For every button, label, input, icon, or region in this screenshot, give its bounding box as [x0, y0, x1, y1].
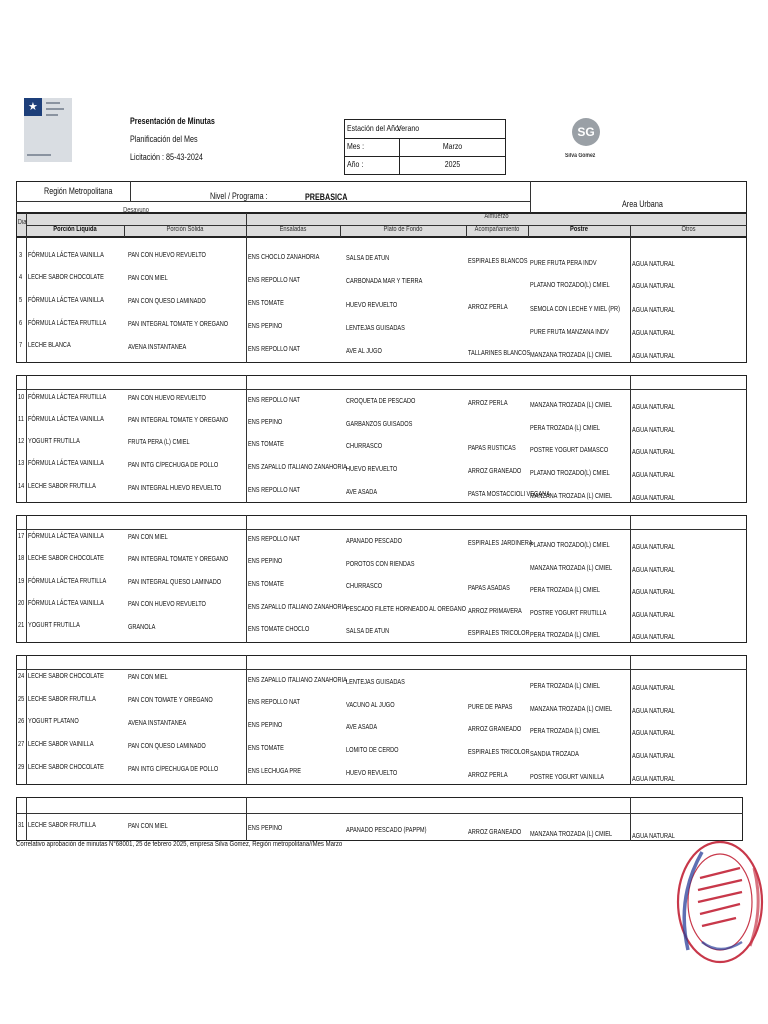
cell-solida: AVENA INSTANTANEA	[128, 342, 187, 351]
year-label: Año :	[347, 159, 364, 169]
cell-ensalada: ENS ZAPALLO ITALIANO ZANAHORIA	[248, 462, 347, 471]
cell-ensalada: ENS TOMATE	[248, 298, 284, 307]
cell-ensalada: ENS TOMATE	[248, 579, 284, 588]
cell-liquida: YOGURT FRUTILLA	[28, 620, 80, 629]
cell-postre: MANZANA TROZADA (L) CMIEL	[530, 563, 613, 572]
cell-ensalada: ENS PEPINO	[248, 417, 283, 426]
cell-postre: PLATANO TROZADO(L) CMIEL	[530, 540, 610, 549]
cell-dia: 3	[19, 250, 23, 259]
cell-ensalada: ENS TOMATE	[248, 439, 284, 448]
cell-postre: PURE FRUTA MANZANA INDV	[530, 327, 609, 336]
cell-fondo: CROQUETA DE PESCADO	[346, 396, 416, 405]
cell-solida: PAN INTEGRAL TOMATE Y OREGANO	[128, 554, 229, 563]
cell-fondo: CARBONADA MAR Y TIERRA	[346, 276, 423, 285]
cell-solida: PAN CON TOMATE Y OREGANO	[128, 695, 213, 704]
licitacion-label: Licitación :	[130, 152, 165, 162]
cell-liquida: LECHE SABOR FRUTILLA	[28, 820, 96, 829]
cell-solida: PAN CON MIEL	[128, 532, 168, 541]
cell-solida: PAN INTG C/PECHUGA DE POLLO	[128, 460, 219, 469]
cell-postre: PERA TROZADA (L) CMIEL	[530, 423, 600, 432]
cell-fondo: APANADO PESCADO	[346, 536, 402, 545]
col-acompanamiento: Acompañamiento	[474, 226, 520, 233]
cell-liquida: YOGURT FRUTILLA	[28, 436, 80, 445]
cell-liquida: LECHE SABOR FRUTILLA	[28, 694, 96, 703]
cell-otros: AGUA NATURAL	[632, 751, 675, 760]
cell-liquida: LECHE SABOR CHOCOLATE	[28, 762, 104, 771]
cell-liquida: LECHE SABOR VAINILLA	[28, 739, 94, 748]
cell-otros: AGUA NATURAL	[632, 565, 675, 574]
cell-dia: 11	[18, 414, 24, 423]
cell-solida: PAN INTG C/PECHUGA DE POLLO	[128, 764, 219, 773]
col-dia: Dia	[17, 219, 27, 226]
cell-ensalada: ENS TOMATE	[248, 743, 284, 752]
cell-postre: MANZANA TROZADA (L) CMIEL	[530, 400, 613, 409]
cell-acomp: ESPIRALES JARDINERA	[468, 538, 533, 547]
company-name: Silva Gomez	[565, 153, 596, 159]
cell-postre: SANDIA TROZADA	[530, 749, 579, 758]
cell-fondo: SALSA DE ATUN	[346, 626, 390, 635]
government-logo: ★	[24, 98, 72, 162]
cell-fondo: AVE ASADA	[346, 487, 378, 496]
cell-acomp: ESPIRALES BLANCOS	[468, 256, 528, 265]
season-label: Estación del Año:	[347, 123, 401, 133]
cell-liquida: FÓRMULA LÁCTEA FRUTILLA	[28, 392, 107, 401]
year-value: 2025	[444, 159, 461, 169]
cell-solida: PAN CON QUESO LAMINADO	[128, 741, 206, 750]
cell-solida: PAN CON MIEL	[128, 821, 168, 830]
cell-fondo: HUEVO REVUELTO	[346, 464, 398, 473]
cell-solida: FRUTA PERA (L) CMIEL	[128, 437, 190, 446]
cell-solida: PAN INTEGRAL TOMATE Y OREGANO	[128, 415, 229, 424]
cell-liquida: LECHE SABOR CHOCOLATE	[28, 553, 104, 562]
col-porcion-liquida: Porción Liquida	[53, 226, 97, 233]
cell-fondo: POROTOS CON RIENDAS	[346, 559, 415, 568]
cell-acomp: ESPIRALES TRICOLOR	[468, 747, 530, 756]
cell-postre: MANZANA TROZADA (L) CMIEL	[530, 491, 613, 500]
cell-otros: AGUA NATURAL	[632, 774, 675, 783]
cell-acomp: ARROZ PERLA	[468, 302, 508, 311]
cell-fondo: VACUNO AL JUGO	[346, 700, 395, 709]
doc-title: Presentación de Minutas	[130, 116, 215, 126]
cell-solida: PAN CON QUESO LAMINADO	[128, 296, 206, 305]
cell-fondo: APANADO PESCADO (PAPPM)	[346, 825, 427, 834]
cell-ensalada: ENS CHOCLO ZANAHORIA	[248, 252, 320, 261]
cell-otros: AGUA NATURAL	[632, 542, 675, 551]
cell-ensalada: ENS REPOLLO NAT	[248, 275, 300, 284]
cell-solida: PAN INTEGRAL TOMATE Y OREGANO	[128, 319, 229, 328]
licitacion-value: 85-43-2024	[166, 152, 203, 162]
cell-liquida: LECHE SABOR FRUTILLA	[28, 481, 96, 490]
cell-otros: AGUA NATURAL	[632, 351, 675, 360]
cell-acomp: PASTA MOSTACCIOLI VEGANA	[468, 489, 550, 498]
cell-postre: PERA TROZADA (L) CMIEL	[530, 585, 600, 594]
cell-solida: PAN CON HUEVO REVUELTO	[128, 599, 206, 608]
col-ensaladas: Ensaladas	[279, 226, 307, 233]
col-desayuno: Desayuno	[123, 207, 149, 214]
cell-otros: AGUA NATURAL	[632, 305, 675, 314]
cell-dia: 14	[18, 481, 25, 490]
cell-postre: POSTRE YOGURT DAMASCO	[530, 445, 609, 454]
cell-dia: 10	[18, 392, 25, 401]
cell-dia: 18	[18, 553, 25, 562]
cell-ensalada: ENS ZAPALLO ITALIANO ZANAHORIA	[248, 602, 347, 611]
col-porcion-solida: Porción Sólida	[166, 226, 204, 233]
cell-fondo: LENTEJAS GUISADAS	[346, 677, 405, 686]
cell-solida: GRANOLA	[128, 622, 156, 631]
cell-dia: 26	[18, 716, 25, 725]
cell-dia: 24	[18, 671, 25, 680]
cell-ensalada: ENS TOMATE CHOCLO	[248, 624, 310, 633]
cell-dia: 12	[18, 436, 25, 445]
cell-dia: 25	[18, 694, 25, 703]
cell-fondo: CHURRASCO	[346, 581, 383, 590]
cell-dia: 7	[19, 340, 23, 349]
doc-subtitle: Planificación del Mes	[130, 134, 198, 144]
cell-liquida: FÓRMULA LÁCTEA VAINILLA	[28, 295, 104, 304]
cell-dia: 21	[18, 620, 25, 629]
cell-dia: 5	[19, 295, 23, 304]
cell-ensalada: ENS ZAPALLO ITALIANO ZANAHORIA	[248, 675, 347, 684]
cell-dia: 17	[18, 531, 25, 540]
col-otros: Otros	[681, 226, 696, 233]
cell-solida: PAN CON MIEL	[128, 672, 168, 681]
cell-otros: AGUA NATURAL	[632, 281, 675, 290]
cell-ensalada: ENS PEPINO	[248, 720, 283, 729]
cell-postre: MANZANA TROZADA (L) CMIEL	[530, 350, 613, 359]
cell-acomp: PAPAS ASADAS	[468, 583, 510, 592]
cell-solida: PAN CON MIEL	[128, 273, 168, 282]
month-label: Mes :	[347, 141, 365, 151]
cell-postre: PERA TROZADA (L) CMIEL	[530, 726, 600, 735]
cell-liquida: LECHE BLANCA	[28, 340, 71, 349]
cell-liquida: FÓRMULA LÁCTEA VAINILLA	[28, 250, 104, 259]
area-label: Area Urbana	[622, 199, 663, 209]
cell-postre: PLATANO TROZADO(L) CMIEL	[530, 468, 610, 477]
cell-dia: 31	[18, 820, 25, 829]
cell-postre: MANZANA TROZADA (L) CMIEL	[530, 704, 613, 713]
cell-otros: AGUA NATURAL	[632, 706, 675, 715]
cell-postre: PERA TROZADA (L) CMIEL	[530, 681, 600, 690]
cell-ensalada: ENS REPOLLO NAT	[248, 344, 300, 353]
cell-liquida: LECHE SABOR CHOCOLATE	[28, 272, 104, 281]
company-logo: SG	[572, 118, 600, 146]
cell-liquida: YOGURT PLATANO	[28, 716, 79, 725]
cell-ensalada: ENS REPOLLO NAT	[248, 534, 300, 543]
cell-fondo: AVE ASADA	[346, 722, 378, 731]
cell-postre: SEMOLA CON LECHE Y MIEL (PR)	[530, 304, 620, 313]
region-label: Región Metropolitana	[44, 186, 113, 196]
cell-otros: AGUA NATURAL	[632, 402, 675, 411]
cell-solida: PAN CON HUEVO REVUELTO	[128, 393, 206, 402]
cell-ensalada: ENS PEPINO	[248, 823, 283, 832]
cell-fondo: PESCADO FILETE HORNEADO AL OREGANO	[346, 604, 467, 613]
cell-ensalada: ENS REPOLLO NAT	[248, 395, 300, 404]
cell-acomp: PURE DE PAPAS	[468, 702, 513, 711]
cell-postre: PLATANO TROZADO(L) CMIEL	[530, 280, 610, 289]
cell-ensalada: ENS LECHUGA PRE	[248, 766, 301, 775]
cell-fondo: GARBANZOS GUISADOS	[346, 419, 413, 428]
cell-acomp: TALLARINES BLANCOS	[468, 348, 531, 357]
col-almuerzo: Almuerzo	[484, 213, 509, 220]
cell-otros: AGUA NATURAL	[632, 493, 675, 502]
cell-postre: POSTRE YOGURT FRUTILLA	[530, 608, 607, 617]
cell-ensalada: ENS PEPINO	[248, 321, 283, 330]
cell-otros: AGUA NATURAL	[632, 447, 675, 456]
cell-acomp: ARROZ PERLA	[468, 770, 508, 779]
cell-ensalada: ENS REPOLLO NAT	[248, 485, 300, 494]
cell-acomp: ARROZ GRANEADO	[468, 724, 522, 733]
cell-liquida: FÓRMULA LÁCTEA VAINILLA	[28, 598, 104, 607]
period-info-box	[344, 119, 506, 175]
cell-solida: PAN CON HUEVO REVUELTO	[128, 250, 206, 259]
cell-acomp: ARROZ GRANEADO	[468, 466, 522, 475]
cell-otros: AGUA NATURAL	[632, 610, 675, 619]
cell-otros: AGUA NATURAL	[632, 328, 675, 337]
cell-otros: AGUA NATURAL	[632, 587, 675, 596]
cell-fondo: SALSA DE ATUN	[346, 253, 390, 262]
cell-dia: 29	[18, 762, 25, 771]
cell-fondo: HUEVO REVUELTO	[346, 300, 398, 309]
cell-fondo: LOMITO DE CERDO	[346, 745, 399, 754]
cell-otros: AGUA NATURAL	[632, 425, 675, 434]
col-plato-fondo: Plato de Fondo	[383, 226, 423, 233]
cell-dia: 4	[19, 272, 23, 281]
cell-acomp: ARROZ PERLA	[468, 398, 508, 407]
cell-otros: AGUA NATURAL	[632, 831, 675, 840]
approval-note: Correlativo aprobación de minutas N°68001, 25 de febrero 2025, empresa Silva Gomez, Región metropolitana//Mes Marzo	[16, 839, 343, 848]
cell-fondo: CHURRASCO	[346, 441, 383, 450]
official-stamp	[672, 838, 764, 968]
cell-dia: 6	[19, 318, 23, 327]
cell-liquida: FÓRMULA LÁCTEA FRUTILLA	[28, 318, 107, 327]
cell-postre: PURE FRUTA PERA INDV	[530, 258, 597, 267]
cell-fondo: HUEVO REVUELTO	[346, 768, 398, 777]
cell-otros: AGUA NATURAL	[632, 683, 675, 692]
cell-postre: PERA TROZADA (L) CMIEL	[530, 630, 600, 639]
cell-liquida: FÓRMULA LÁCTEA VAINILLA	[28, 414, 104, 423]
cell-postre: MANZANA TROZADA (L) CMIEL	[530, 829, 613, 838]
cell-liquida: FÓRMULA LÁCTEA FRUTILLA	[28, 576, 107, 585]
col-postre: Postre	[570, 226, 588, 233]
cell-liquida: FÓRMULA LÁCTEA VAINILLA	[28, 458, 104, 467]
nivel-label: Nivel / Programa :	[210, 191, 268, 201]
cell-fondo: AVE AL JUGO	[346, 346, 382, 355]
cell-acomp: ARROZ PRIMAVERA	[468, 606, 522, 615]
season-value: Verano	[397, 123, 420, 133]
cell-otros: AGUA NATURAL	[632, 728, 675, 737]
month-value: Marzo	[442, 141, 463, 151]
cell-otros: AGUA NATURAL	[632, 632, 675, 641]
cell-fondo: LENTEJAS GUISADAS	[346, 323, 405, 332]
cell-otros: AGUA NATURAL	[632, 259, 675, 268]
cell-liquida: LECHE SABOR CHOCOLATE	[28, 671, 104, 680]
cell-otros: AGUA NATURAL	[632, 470, 675, 479]
cell-dia: 13	[18, 458, 25, 467]
cell-acomp: PAPAS RUSTICAS	[468, 443, 516, 452]
cell-liquida: FÓRMULA LÁCTEA VAINILLA	[28, 531, 104, 540]
cell-acomp: ESPIRALES TRICOLOR	[468, 628, 530, 637]
cell-acomp: ARROZ GRANEADO	[468, 827, 522, 836]
cell-postre: POSTRE YOGURT VAINILLA	[530, 772, 605, 781]
cell-ensalada: ENS REPOLLO NAT	[248, 697, 300, 706]
cell-dia: 19	[18, 576, 25, 585]
cell-solida: PAN INTEGRAL HUEVO REVUELTO	[128, 483, 222, 492]
cell-dia: 20	[18, 598, 25, 607]
nivel-value: PREBASICA	[305, 192, 348, 202]
cell-dia: 27	[18, 739, 25, 748]
cell-solida: PAN INTEGRAL QUESO LAMINADO	[128, 577, 222, 586]
cell-solida: AVENA INSTANTANEA	[128, 718, 187, 727]
cell-ensalada: ENS PEPINO	[248, 556, 283, 565]
